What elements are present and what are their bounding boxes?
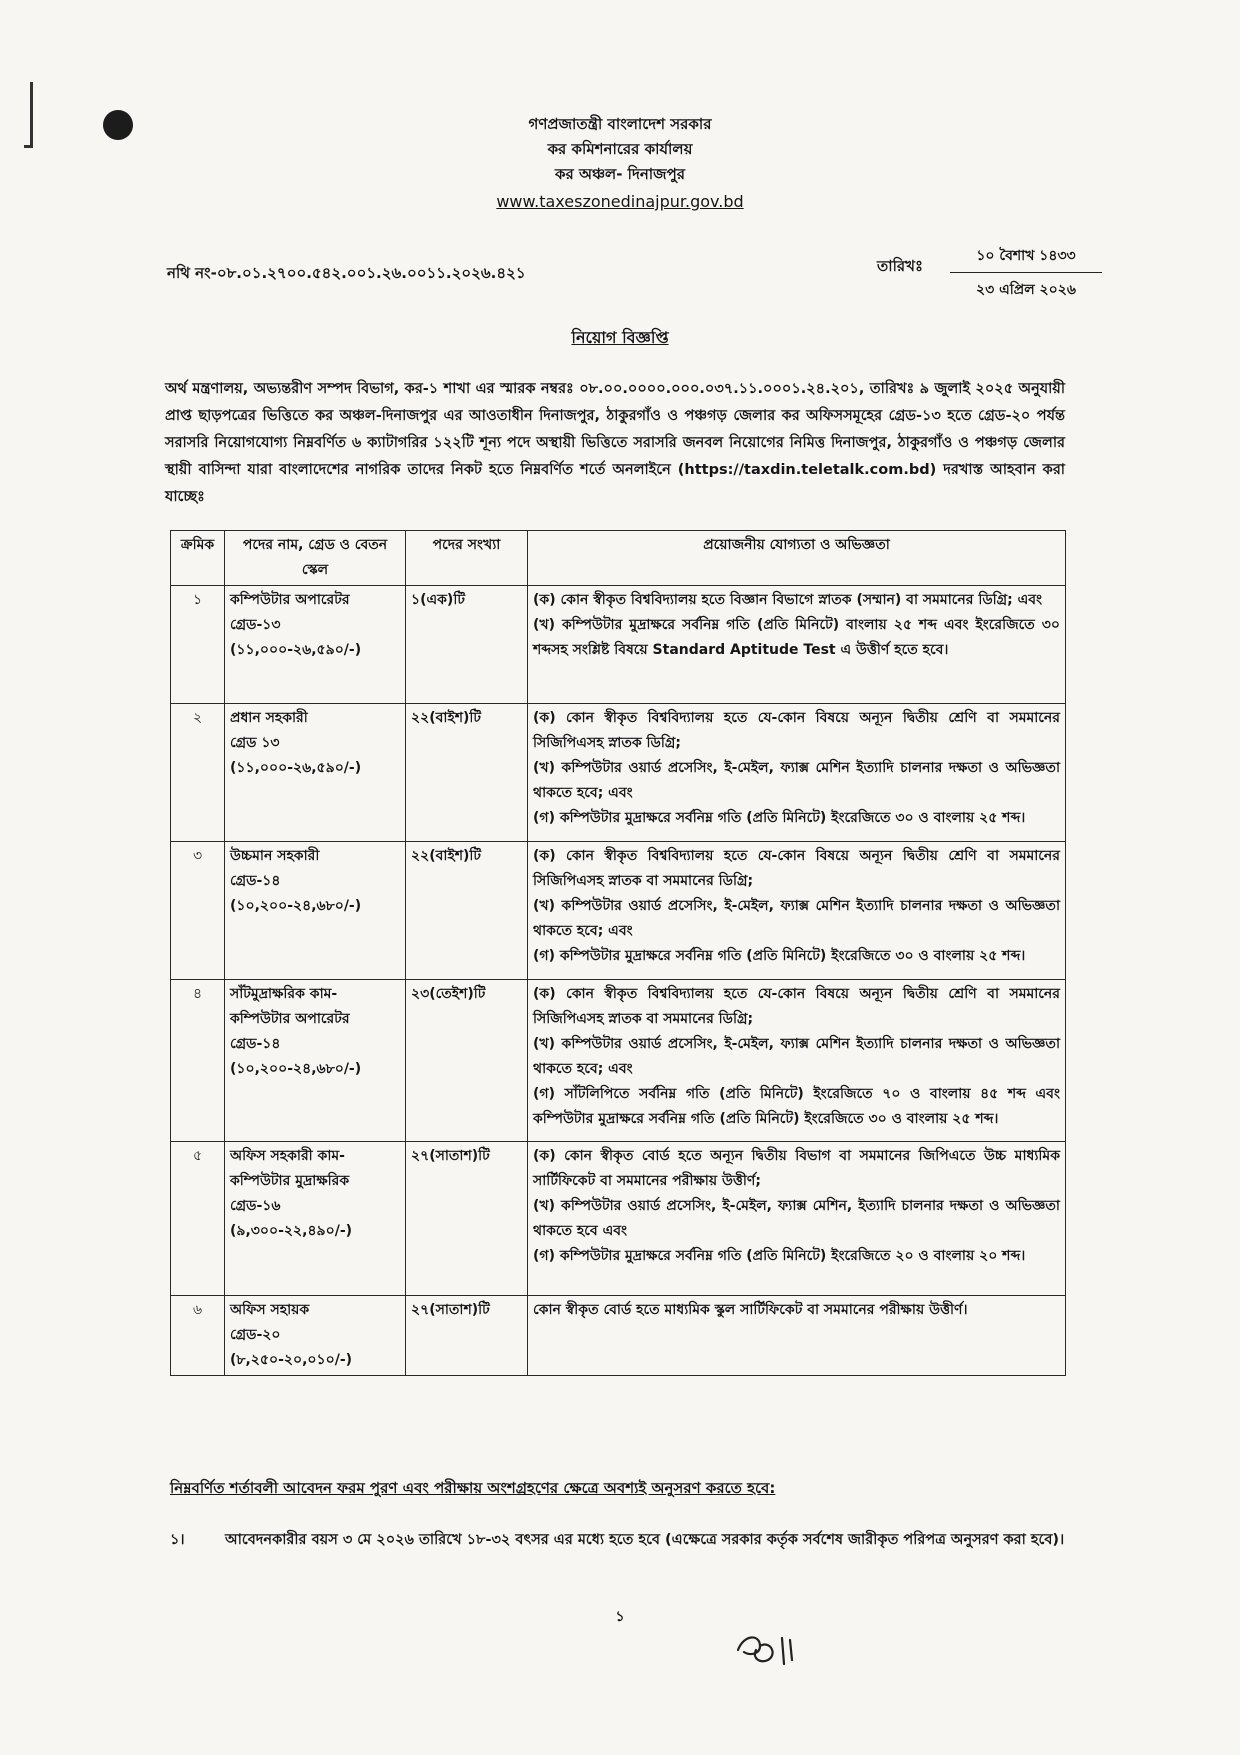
header-post-count: পদের সংখ্যা: [406, 531, 528, 586]
table-row: [171, 1296, 1066, 1376]
qualification-clause: (গ) কম্পিউটার মুদ্রাক্ষরে সর্বনিম্ন গতি (প্রতি মিনিটে) ইংরেজিতে ৩০ ও বাংলায় ২৫ শব্দ।: [533, 948, 1026, 964]
row-qualification: [528, 1296, 1066, 1376]
row-qualification: [528, 980, 1066, 1142]
post-name-line: কম্পিউটার মুদ্রাক্ষরিক: [230, 1173, 350, 1189]
post-name-line: অফিস সহায়ক: [230, 1302, 310, 1318]
table-row: [171, 980, 1066, 1142]
qualification-clause: (ক) কোন স্বীকৃত বিশ্ববিদ্যালয় হতে যে-কোন বিষয়ে অন্যূন দ্বিতীয় শ্রেণি বা সমমানের সিজিপিএসহ স্নাতক বা সমমানের ডিগ্রি;: [533, 986, 1060, 1027]
header-post-name: পদের নাম, গ্রেড ও বেতন স্কেল: [225, 531, 406, 586]
row-serial: ২: [171, 704, 225, 842]
post-name-line: (৮,২৫০-২০,০১০/-): [230, 1352, 353, 1368]
row-qualification: [528, 704, 1066, 842]
row-post-name: [225, 1142, 406, 1296]
post-name-line: (১১,০০০-২৬,৫৯০/-): [230, 642, 362, 658]
post-name-line: কম্পিউটার অপারেটর: [230, 1011, 350, 1027]
row-serial: ১: [171, 586, 225, 704]
post-name-line: গ্রেড ১৩: [230, 735, 280, 751]
letterhead: [0, 112, 1240, 214]
row-post-count: ২২(বাইশ)টি: [406, 704, 528, 842]
qualification-clause: (খ) কম্পিউটার ওয়ার্ড প্রসেসিং, ই-মেইল, ফ্যাক্স মেশিন ইত্যাদি চালনার দক্ষতা ও অভিজ্ঞতা থাকতে হবে; এবং: [533, 760, 1060, 801]
row-post-count: ২২(বাইশ)টি: [406, 842, 528, 980]
post-name-line: (৯,৩০০-২২,৪৯০/-): [230, 1223, 353, 1239]
date-bangla: ১০ বৈশাখ ১৪৩৩: [950, 244, 1102, 273]
row-post-name: [225, 704, 406, 842]
qualification-clause: (খ) কম্পিউটার ওয়ার্ড প্রসেসিং, ই-মেইল, ফ্যাক্স মেশিন, ইত্যাদি চালনার দক্ষতা ও অভিজ্ঞতা থাকতে হবে এবং: [533, 1198, 1060, 1239]
post-name-line: গ্রেড-২০: [230, 1327, 281, 1343]
row-serial: ৬: [171, 1296, 225, 1376]
qualification-clause: কোন স্বীকৃত বোর্ড হতে মাধ্যমিক স্কুল সার্টিফিকেট বা সমমানের পরীক্ষায় উত্তীর্ণ।: [533, 1302, 968, 1318]
qualification-clause: (খ) কম্পিউটার ওয়ার্ড প্রসেসিং, ই-মেইল, ফ্যাক্স মেশিন ইত্যাদি চালনার দক্ষতা ও অভিজ্ঞতা থাকতে হবে; এবং: [533, 898, 1060, 939]
post-name-line: গ্রেড-১৪: [230, 873, 281, 889]
qualification-clause: (ক) কোন স্বীকৃত বিশ্ববিদ্যালয় হতে বিজ্ঞান বিভাগে স্নাতক (সম্মান) বা সমমানের ডিগ্রি; এবং: [533, 592, 1043, 608]
letterhead-office: কর কমিশনারের কার্যালয়: [547, 140, 693, 158]
letterhead-government: গণপ্রজাতন্ত্রী বাংলাদেশ সরকার: [528, 115, 712, 133]
header-serial: ক্রমিক: [171, 531, 225, 586]
table-row: [171, 1142, 1066, 1296]
post-name-line: (১১,০০০-২৬,৫৯০/-): [230, 760, 362, 776]
posts-table: [170, 530, 1066, 1376]
row-post-name: [225, 1296, 406, 1376]
date-label: তারিখঃ: [877, 257, 923, 275]
row-post-name: [225, 980, 406, 1142]
post-name-line: অফিস সহকারী কাম-: [230, 1148, 345, 1164]
post-name-line: প্রধান সহকারী: [230, 710, 308, 726]
qualification-clause: (গ) কম্পিউটার মুদ্রাক্ষরে সর্বনিম্ন গতি (প্রতি মিনিটে) ইংরেজিতে ৩০ ও বাংলায় ২৫ শব্দ।: [533, 810, 1026, 826]
letterhead-website-link[interactable]: www.taxeszonedinajpur.gov.bd: [496, 192, 744, 211]
conditions-heading: নিম্নবর্ণিত শর্তাবলী আবেদন ফরম পুরণ এবং পরীক্ষায় অংশগ্রহণের ক্ষেত্রে অবশ্যই অনুসরণ করতে হবে:: [170, 1479, 776, 1497]
post-name-line: গ্রেড-১৩: [230, 617, 281, 633]
table-row: [171, 842, 1066, 980]
row-qualification: [528, 1142, 1066, 1296]
row-qualification: [528, 586, 1066, 704]
post-name-line: গ্রেড-১৬: [230, 1198, 281, 1214]
post-name-line: (১০,২০০-২৪,৬৮০/-): [230, 898, 362, 914]
table-row: [171, 704, 1066, 842]
row-serial: ৫: [171, 1142, 225, 1296]
row-post-name: [225, 586, 406, 704]
post-name-line: কম্পিউটার অপারেটর: [230, 592, 350, 608]
date-block: [950, 244, 1102, 302]
qualification-clause: (গ) সাঁটলিপিতে সর্বনিম্ন গতি (প্রতি মিনিটে) ইংরেজিতে ৭০ ও বাংলায় ৪৫ শব্দ এবং কম্পিউটার মুদ্রাক্ষরে সর্বনিম্ন গতি (প্রতি মিনিটে) ইংরেজিতে ৩০ ও বাংলায় ২৫ শব্দ।: [533, 1086, 1060, 1127]
condition-item: [170, 1527, 1070, 1554]
qualification-clause: (ক) কোন স্বীকৃত বিশ্ববিদ্যালয় হতে যে-কোন বিষয়ে অন্যূন দ্বিতীয় শ্রেণি বা সমমানের সিজিপিএসহ স্নাতক বা সমমানের ডিগ্রি;: [533, 848, 1060, 889]
post-name-line: (১০,২০০-২৪,৬৮০/-): [230, 1061, 362, 1077]
qualification-clause: (ক) কোন স্বীকৃত বিশ্ববিদ্যালয় হতে যে-কোন বিষয়ে অন্যূন দ্বিতীয় শ্রেণি বা সমমানের সিজিপিএসহ স্নাতক ডিগ্রি;: [533, 710, 1060, 751]
notice-title: নিয়োগ বিজ্ঞপ্তি: [571, 328, 669, 347]
row-qualification: [528, 842, 1066, 980]
memo-number: নথি নং-০৮.০১.২৭০০.৫৪২.০০১.২৬.০০১১.২০২৬.৪২১: [167, 264, 526, 282]
row-serial: ৩: [171, 842, 225, 980]
qualification-clause: (খ) কম্পিউটার ওয়ার্ড প্রসেসিং, ই-মেইল, ফ্যাক্স মেশিন ইত্যাদি চালনার দক্ষতা ও অভিজ্ঞতা থাকতে হবে; এবং: [533, 1036, 1060, 1077]
header-qualification: প্রয়োজনীয় যোগ্যতা ও অভিজ্ঞতা: [528, 531, 1066, 586]
table-header-row: [171, 531, 1066, 586]
signature-mark: [730, 1620, 820, 1670]
post-name-line: গ্রেড-১৪: [230, 1036, 281, 1052]
condition-number: ১।: [170, 1532, 185, 1548]
post-name-line: সাঁটমুদ্রাক্ষরিক কাম-: [230, 986, 338, 1002]
row-post-count: ২৭(সাতাশ)টি: [406, 1296, 528, 1376]
post-name-line: উচ্চমান সহকারী: [230, 848, 320, 864]
qualification-clause: (খ) কম্পিউটার মুদ্রাক্ষরে সর্বনিম্ন গতি (প্রতি মিনিটে) বাংলায় ২৫ শব্দ এবং ইংরেজিতে ৩০ শব্দসহ সংশ্লিষ্ট বিষয়ে Standard Aptitude Test এ উত্তীর্ণ হতে হবে।: [533, 617, 1060, 658]
row-post-count: ২৭(সাতাশ)টি: [406, 1142, 528, 1296]
posts-table-body: [171, 586, 1066, 1376]
row-post-name: [225, 842, 406, 980]
row-post-count: ২৩(তেইশ)টি: [406, 980, 528, 1142]
condition-text: আবেদনকারীর বয়স ৩ মে ২০২৬ তারিখে ১৮-৩২ বৎসর এর মধ্যে হতে হবে (এক্ষেত্রে সরকার কর্তৃক সর্বশেষ জারীকৃত পরিপত্র অনুসরণ করা হবে)।: [225, 1532, 1065, 1548]
row-post-count: ১(এক)টি: [406, 586, 528, 704]
row-serial: ৪: [171, 980, 225, 1142]
date-english: ২৩ এপ্রিল ২০২৬: [976, 282, 1076, 298]
qualification-clause: (ক) কোন স্বীকৃত বোর্ড হতে অন্যূন দ্বিতীয় বিভাগ বা সমমানের জিপিএতে উচ্চ মাধ্যমিক সার্টিফিকেট বা সমমানের পরীক্ষায় উত্তীর্ণ;: [533, 1148, 1060, 1189]
intro-paragraph: অর্থ মন্ত্রণালয়, অভ্যন্তরীণ সম্পদ বিভাগ, কর-১ শাখা এর স্মারক নম্বরঃ ০৮.০০.০০০০.০০০.০৩৭.১১.০০০১.২৪.২০১, তারিখঃ ৯ জুলাই ২০২৫ অনুযায়ী প্রাপ্ত ছাড়পত্রের ভিত্তিতে কর অঞ্চল-দিনাজপুর এর আওতাধীন দিনাজপুর, ঠাকুরগাঁও ও পঞ্চগড় জেলার কর অফিসসমূহের গ্রেড-১৩ হতে গ্রেড-২০ পর্যন্ত সরাসরি নিয়োগযোগ্য নিম্নবর্ণিত ৬ ক্যাটাগরির ১২২টি শূন্য পদে অস্থায়ী ভিত্তিতে সরাসরি জনবল নিয়োগের নিমিত্ত দিনাজপুর, ঠাকুরগাঁও ও পঞ্চগড় জেলার স্থায়ী বাসিন্দা যারা বাংলাদেশের নাগরিক তাদের নিকট হতে নিম্নবর্ণিত শর্তে অনলাইনে (https://taxdin.teletalk.com.bd) দরখাস্ত আহবান করা যাচ্ছেঃ: [165, 381, 1065, 505]
page-number: ১: [615, 1609, 625, 1625]
table-row: [171, 586, 1066, 704]
letterhead-zone: কর অঞ্চল- দিনাজপুর: [554, 165, 686, 183]
qualification-clause: (গ) কম্পিউটার মুদ্রাক্ষরে সর্বনিম্ন গতি (প্রতি মিনিটে) ইংরেজিতে ২০ ও বাংলায় ২০ শব্দ।: [533, 1248, 1026, 1264]
